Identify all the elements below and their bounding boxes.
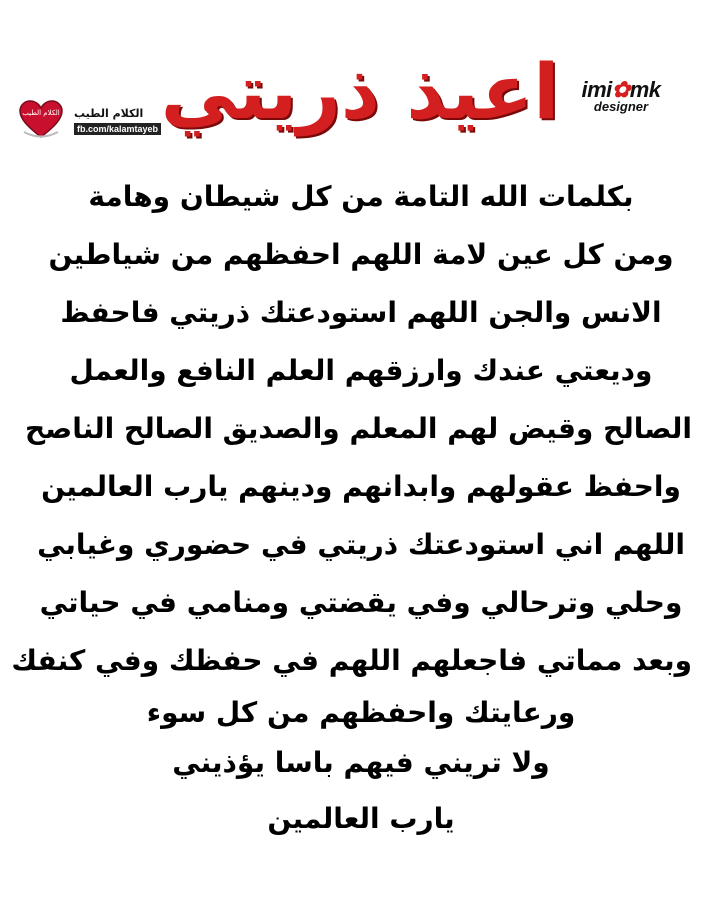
designer-logo-part-b: mk bbox=[629, 77, 661, 102]
prayer-line: ومن كل عين لامة اللهم احفظهم من شياطين bbox=[48, 238, 674, 271]
prayer-line: الصالح وقيض لهم المعلم والصديق الصالح الناصح bbox=[24, 412, 692, 445]
logo-url: fb.com/kalamtayeb bbox=[74, 123, 161, 135]
page-title: اعيذ ذريتي bbox=[160, 47, 560, 136]
designer-logo-part-a: imi bbox=[581, 77, 612, 102]
prayer-line: وديعتي عندك وارزقهم العلم النافع والعمل bbox=[69, 354, 653, 387]
logo-name: الكلام الطيب bbox=[74, 107, 144, 120]
prayer-line: وحلي وترحالي وفي يقضتي ومنامي في حياتي bbox=[39, 586, 683, 619]
rose-icon: ✿ bbox=[611, 77, 630, 102]
prayer-line: وبعد مماتي فاجعلهم اللهم في حفظك وفي كنفك bbox=[11, 644, 692, 677]
prayer-line: ورعايتك واحفظهم من كل سوء bbox=[146, 696, 576, 729]
heart-icon bbox=[18, 99, 64, 139]
kalam-tayeb-logo bbox=[14, 95, 159, 145]
designer-logo bbox=[566, 78, 676, 128]
logo-heart-text: الكلام الطيب bbox=[22, 109, 60, 117]
prayer-text bbox=[11, 168, 692, 848]
prayer-line: ولا تريني فيهم باسا يؤذيني bbox=[172, 746, 550, 779]
prayer-line: الانس والجن اللهم استودعتك ذريتي فاحفظ bbox=[60, 296, 662, 329]
prayer-line: واحفظ عقولهم وابدانهم ودينهم يارب العالمين bbox=[41, 470, 681, 503]
prayer-line: بكلمات الله التامة من كل شيطان وهامة bbox=[88, 180, 634, 213]
designer-logo-bottom: designer bbox=[593, 99, 649, 114]
prayer-line: اللهم اني استودعتك ذريتي في حضوري وغيابي bbox=[37, 528, 685, 561]
prayer-line: يارب العالمين bbox=[267, 802, 455, 835]
